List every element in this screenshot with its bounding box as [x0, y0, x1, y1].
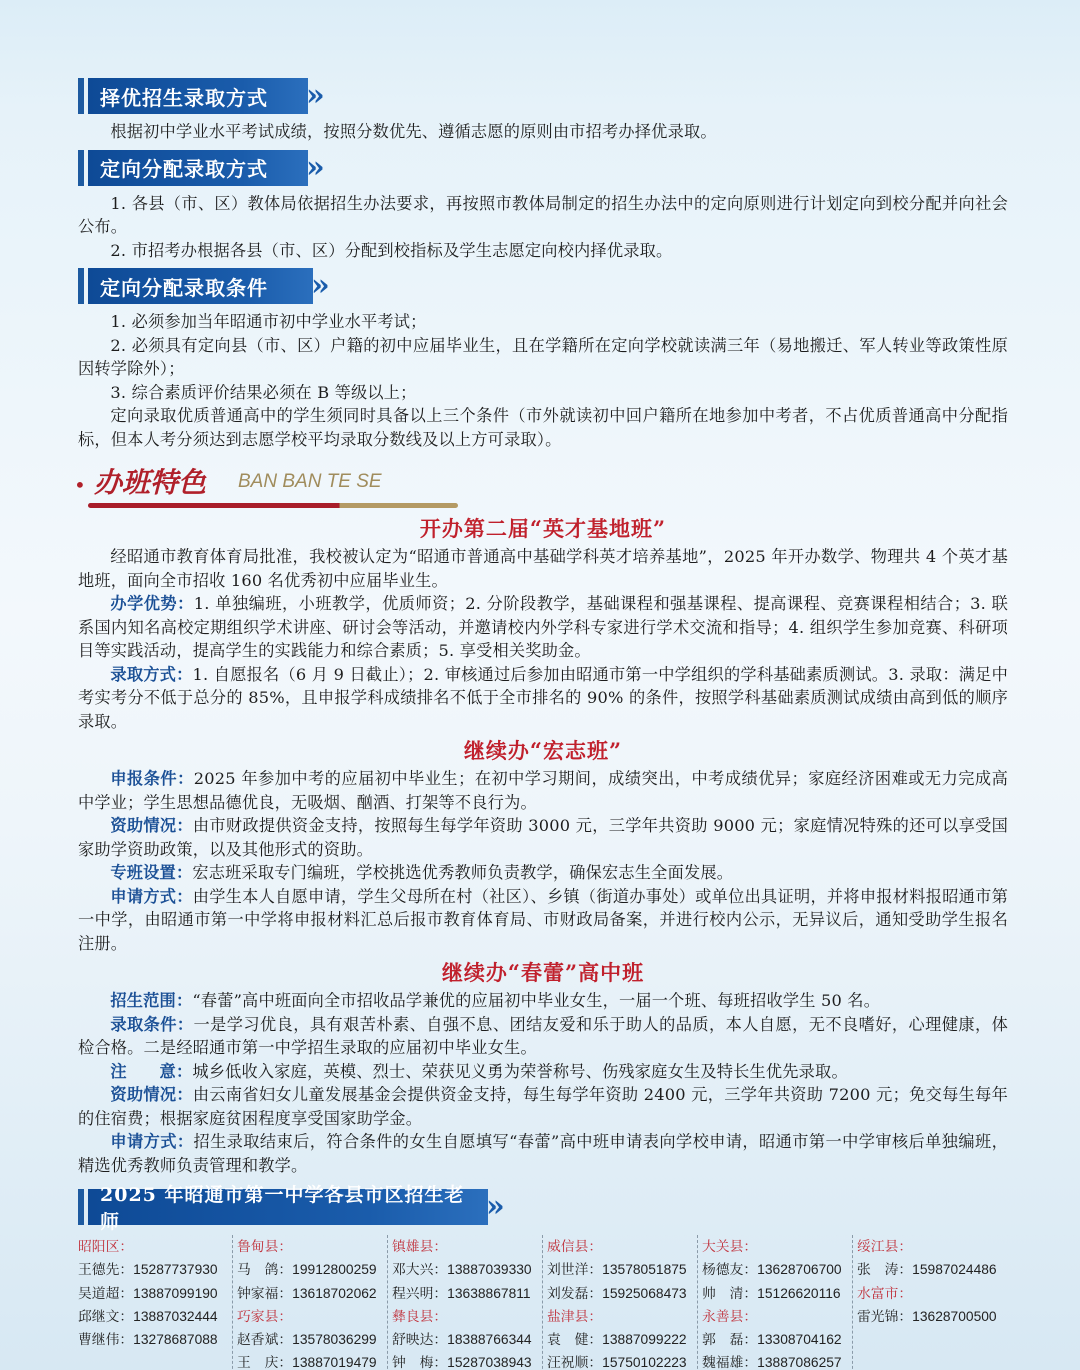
teacher-contact: 刘发磊：15925068473	[547, 1285, 687, 1301]
contacts-table	[78, 1235, 1008, 1370]
list-item: 2. 市招考办根据各县（市、区）分配到校指标及学生志愿定向校内择优录取。	[110, 240, 673, 260]
section-header-dingxiang-fangshi	[78, 150, 1008, 186]
teacher-contact: 吴道超：13887099190	[78, 1285, 218, 1301]
teacher-contact: 雷光锦：13628700500	[857, 1308, 997, 1324]
region-label: 水富市：	[857, 1285, 913, 1301]
section-title: 2025 年昭通市第一中学各县市区招生老师	[88, 1189, 488, 1225]
text: 由学生本人自愿申请，学生父母所在村（社区）、乡镇（街道办事处）或单位出具证明，并将申报材料报昭通市第一中学，由昭通市第一中学将申报材料汇总后报市教育体育局、市财政局备案，并进行校内公示，无异议后，通知受助学生报名注册。	[78, 886, 1008, 953]
chunlei-item	[78, 1013, 1008, 1060]
tese-title-cn: 办班特色	[94, 466, 207, 499]
label: 注 意：	[110, 1061, 193, 1081]
teacher-contact: 袁 健：13887099222	[547, 1332, 687, 1348]
double-chevron-icon: »	[311, 268, 320, 303]
teacher-contact: 邓大兴：13887039330	[392, 1262, 532, 1278]
region-label: 威信县：	[547, 1239, 603, 1254]
bullet-dot-icon: •	[74, 473, 86, 497]
chunlei-item	[78, 1083, 1008, 1130]
teacher-contact: 汪祝顺：15750102223	[547, 1355, 687, 1370]
list-item: 1. 各县（市、区）教体局依据招生办法要求，再按照市教体局制定的招生办法中的定向原则进行计划定向到校分配并向社会公布。	[78, 193, 1008, 236]
list-item: 2. 必须具有定向县（市、区）户籍的初中应届毕业生，且在学籍所在定向学校就读满三年（易地搬迁、军人转业等政策性原因转学除外）；	[78, 335, 1008, 378]
region-label: 绥江县：	[857, 1239, 913, 1254]
header-edge	[78, 150, 84, 186]
teacher-contact: 舒映达：18388766344	[392, 1332, 532, 1348]
teacher-contact: 王德先：15287737930	[78, 1262, 218, 1278]
contacts-column	[543, 1235, 698, 1370]
label: 资助情况：	[110, 816, 193, 835]
text: 城乡低收入家庭，英模、烈士、荣获见义勇为荣誉称号、伤残家庭女生及特长生优先录取。	[192, 1061, 848, 1081]
teacher-contact: 杨德友：13628706700	[702, 1262, 842, 1278]
region-label: 昭阳区：	[78, 1239, 134, 1254]
dingxiang-fangshi-list	[78, 192, 1008, 263]
contacts-column	[698, 1235, 853, 1370]
double-chevron-icon: »	[306, 78, 315, 113]
label: 申请方式：	[110, 1132, 194, 1151]
admission-brochure	[74, 78, 1009, 1370]
text: 宏志班采取专门编班，学校挑选优秀教师负责教学，确保宏志生全面发展。	[192, 863, 734, 882]
teacher-contact: 程兴明：13638867811	[392, 1285, 531, 1301]
contacts-column	[78, 1235, 233, 1370]
chunlei-title: 继续办“春蕾”高中班	[441, 960, 645, 985]
yingcai-title: 开办第二届“英才基地班”	[419, 516, 667, 541]
teacher-contact: 邱继文：13887032444	[78, 1308, 218, 1324]
label: 录取方式：	[110, 664, 193, 684]
label: 申请方式：	[110, 886, 193, 906]
teacher-contact: 张 涛：15987024486	[857, 1262, 997, 1278]
yingcai-youshi	[78, 592, 1008, 663]
teacher-contact: 曹继伟：13278687088	[78, 1332, 218, 1348]
text: “春蕾”高中班面向全市招收品学兼优的应届初中毕业女生，一届一个班、每班招收学生 50 名。	[192, 991, 881, 1010]
tese-header	[74, 461, 1008, 511]
teacher-contact: 王 庆：13887019479	[237, 1355, 377, 1370]
text: 1. 单独编班，小班教学，优质师资；2. 分阶段教学，基础课程和强基课程、提高课程、竞赛课程相结合；3. 联系国内知名高校定期组织学术讲座、研讨会等活动，并邀请校内外学科专家进行学术交流和指导；4. 组织学生参加竞赛、科研项目等实践活动，提高学生的实践能力和综合素质；5. 享受相关奖助金。	[78, 594, 1008, 660]
region-label: 鲁甸县：	[237, 1239, 293, 1254]
label: 资助情况：	[110, 1085, 193, 1104]
hongzhi-item	[78, 767, 1008, 814]
chunlei-item	[78, 989, 1008, 1013]
list-item: 1. 必须参加当年昭通市初中学业水平考试；	[110, 312, 427, 331]
yingcai-luqu	[78, 663, 1008, 734]
yingcai-intro: 经昭通市教育体育局批准，我校被认定为“昭通市普通高中基础学科英才培养基地”，2025 年开办数学、物理共 4 个英才基地班，面向全市招收 160 名优秀初中应届毕业生。	[78, 547, 1008, 590]
chunlei-item	[78, 1060, 1008, 1084]
contacts-column	[233, 1235, 388, 1370]
region-label: 永善县：	[702, 1308, 758, 1324]
text: 一是学习优良，具有艰苦朴素、自强不息、团结友爱和乐于助人的品质，本人自愿，无不良嗜好，心理健康，体检合格。二是经昭通市第一中学招生录取的应届初中毕业女生。	[78, 1014, 1009, 1057]
hongzhi-item	[78, 814, 1008, 861]
tese-underline	[88, 503, 458, 508]
label: 专班设置：	[110, 863, 193, 882]
section-title: 定向分配录取条件	[88, 268, 313, 304]
contacts-column	[853, 1235, 1008, 1370]
text: 由云南省妇女儿童发展基金会提供资金支持，每生每学年资助 2400 元，三学年共资助 7200 元；免交每生每年的住宿费；根据家庭贫困程度享受国家助学金。	[78, 1085, 1008, 1128]
section-header-contacts	[78, 1184, 1008, 1233]
region-label: 盐津县：	[547, 1308, 603, 1324]
section-header-dingxiang-tiaojian	[78, 268, 1008, 304]
teacher-contact: 刘世洋：13578051875	[547, 1262, 687, 1278]
teacher-contact: 钟 梅：15287038943	[392, 1355, 532, 1370]
region-label: 彝良县：	[392, 1308, 448, 1324]
chunlei-item	[78, 1130, 1008, 1177]
contacts-column	[388, 1235, 543, 1370]
text: 招生录取结束后，符合条件的女生自愿填写“春蕾”高中班申请表向学校申请，昭通市第一中学审核后单独编班，精选优秀教师负责管理和教学。	[78, 1132, 1008, 1175]
header-edge	[78, 78, 84, 114]
label: 办学优势：	[110, 594, 194, 613]
teacher-contact: 马 鸽：19912800259	[237, 1262, 377, 1278]
hongzhi-item	[78, 861, 1008, 885]
label: 招生范围：	[110, 991, 193, 1010]
teacher-contact: 赵香斌：13578036299	[237, 1332, 377, 1348]
teacher-contact: 魏福雄：13887086257	[702, 1355, 842, 1370]
double-chevron-icon: »	[486, 1189, 495, 1224]
section-title: 定向分配录取方式	[88, 150, 308, 186]
region-label: 镇雄县：	[392, 1239, 448, 1254]
header-edge	[78, 268, 84, 304]
text: 2025 年参加中考的应届初中毕业生；在初中学习期间，成绩突出，中考成绩优异；家庭经济困难或无力完成高中学业；学生思想品德优良，无吸烟、酗酒、打架等不良行为。	[78, 769, 1008, 812]
double-chevron-icon: »	[306, 149, 315, 185]
zeyou-text: 根据初中学业水平考试成绩，按照分数优先、遵循志愿的原则由市招考办择优录取。	[110, 122, 717, 141]
teacher-contact: 郭 磊：13308704162	[702, 1332, 842, 1348]
text: 由市财政提供资金支持，按照每生每学年资助 3000 元，三学年共资助 9000 元；家庭情况特殊的还可以享受国家助学资助政策，以及其他形式的资助。	[78, 816, 1008, 859]
text: 1. 自愿报名（6 月 9 日截止）；2. 审核通过后参加由昭通市第一中学组织的学科基础素质测试。3. 录取：满足中考实考分不低于总分的 85%，且申报学科成绩排名不低于全市排名的 90% 的条件，按照学科基础素质测试成绩由高到低的顺序录取。	[78, 664, 1008, 731]
list-item: 定向录取优质普通高中的学生须同时具备以上三个条件（市外就读初中回户籍所在地参加中考者，不占优质普通高中分配指标，但本人考分须达到志愿学校平均录取分数线及以上方可录取）。	[78, 406, 1008, 449]
teacher-contact: 钟家福：13618702062	[237, 1285, 377, 1301]
region-label: 巧家县：	[237, 1308, 293, 1324]
dingxiang-tiaojian-list	[78, 310, 1008, 451]
region-label: 大关县：	[702, 1239, 758, 1254]
section-title: 择优招生录取方式	[88, 78, 308, 114]
label: 录取条件：	[110, 1014, 194, 1034]
hongzhi-item	[78, 885, 1008, 956]
list-item: 3. 综合素质评价结果必须在 B 等级以上；	[110, 382, 417, 402]
hongzhi-title: 继续办“宏志班”	[463, 738, 623, 763]
teacher-contact: 帅 清：15126620116	[702, 1285, 841, 1301]
tese-title-en: BAN BAN TE SE	[238, 471, 382, 492]
section-header-zeyou	[78, 78, 1008, 114]
header-edge	[78, 1189, 84, 1225]
label: 申报条件：	[110, 769, 194, 788]
